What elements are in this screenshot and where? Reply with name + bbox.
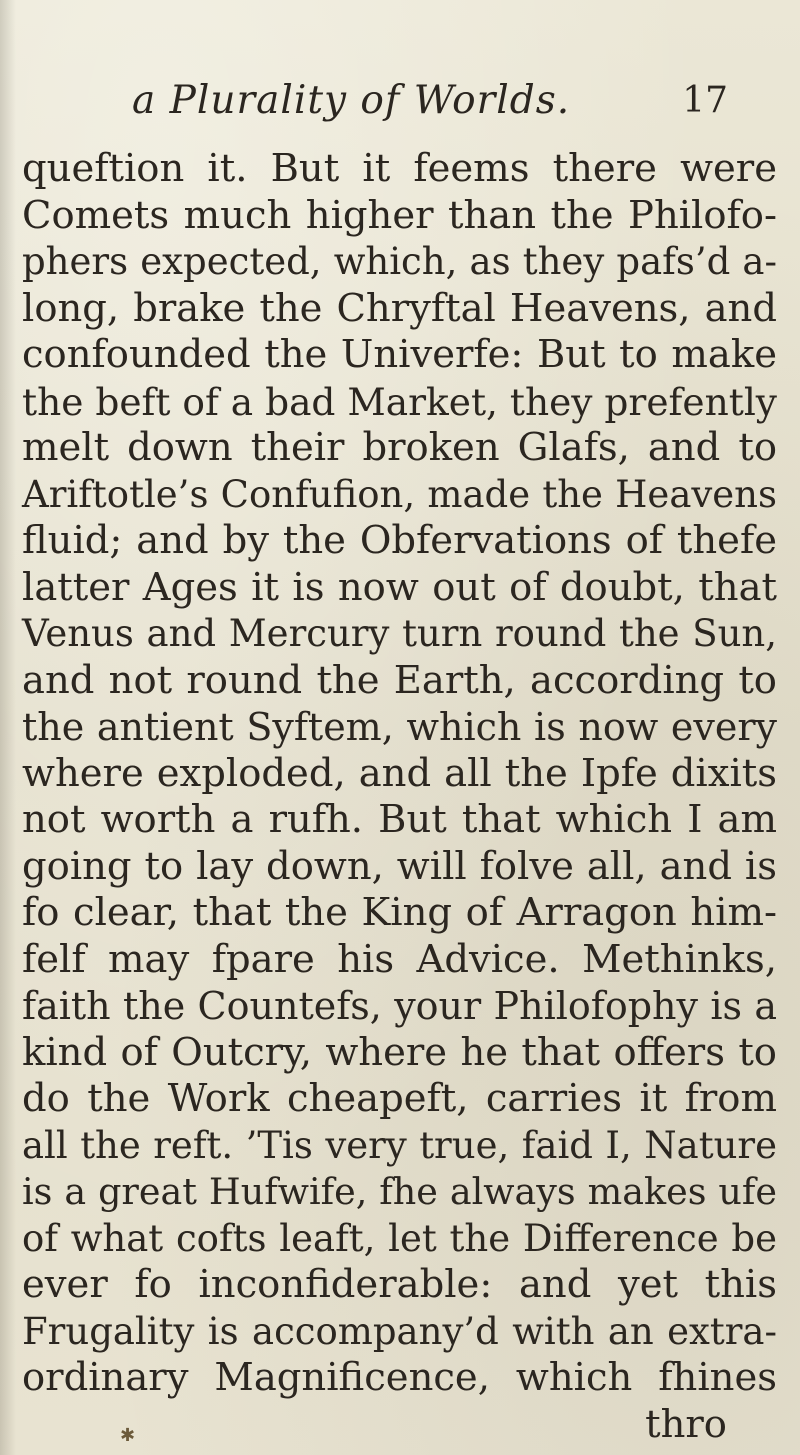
text-line: felf may fpare his Advice. Methinks, xyxy=(22,936,777,982)
ink-blot-icon: ✱ xyxy=(120,1425,136,1446)
text-line: phers expected, which, as they pafs’d a- xyxy=(22,240,777,283)
catchword: thro xyxy=(645,1401,727,1447)
text-line: Frugality is accompany’d with an extra- xyxy=(22,1309,777,1353)
text-line: the antient Syftem, which is now every xyxy=(22,705,777,749)
text-line: the beft of a bad Market, they prefently xyxy=(22,379,777,424)
text-line: do the Work cheapeft, carries it from xyxy=(22,1076,777,1121)
text-line: all the reft. ’Tis very true, faid I, Nature xyxy=(22,1123,777,1167)
text-line: fluid; and by the Obfervations of thefe xyxy=(22,518,777,563)
text-line: melt down their broken Glafs, and to xyxy=(22,425,777,470)
text-line: and not round the Earth, according to xyxy=(22,657,777,703)
text-line: faith the Countefs, your Philofophy is a xyxy=(22,984,777,1028)
body-text xyxy=(22,146,777,1448)
text-line: of what cofts leaft, let the Difference be xyxy=(22,1216,777,1260)
page-header xyxy=(0,78,800,138)
text-line: where exploded, and all the Ipfe dixits xyxy=(22,750,777,796)
text-line: Ariftotle’s Confufion, made the Heavens xyxy=(22,472,777,516)
text-line: latter Ages it is now out of doubt, that xyxy=(22,564,777,610)
text-line: not worth a rufh. But that which I am xyxy=(22,797,777,842)
text-line: is a great Hufwife, fhe always makes ufe xyxy=(22,1170,777,1213)
text-line: Venus and Mercury turn round the Sun, xyxy=(22,612,777,655)
page-number: 17 xyxy=(682,80,728,121)
text-line: ordinary Magnificence, which fhines xyxy=(22,1355,777,1400)
text-line: fo clear, that the King of Arragon him- xyxy=(22,890,777,935)
text-line: long, brake the Chryftal Heavens, and xyxy=(22,285,777,331)
text-line: queftion it. But it feems there were xyxy=(22,146,777,191)
text-line: Comets much higher than the Philofo- xyxy=(22,192,777,238)
running-title: a Plurality of Worlds. xyxy=(132,78,571,123)
text-line: ever fo inconfiderable: and yet this xyxy=(22,1262,777,1307)
text-line: confounded the Univerfe: But to make xyxy=(22,332,777,377)
text-line: kind of Outcry, where he that offers to xyxy=(22,1029,777,1075)
text-line: going to lay down, will folve all, and is xyxy=(22,843,777,889)
